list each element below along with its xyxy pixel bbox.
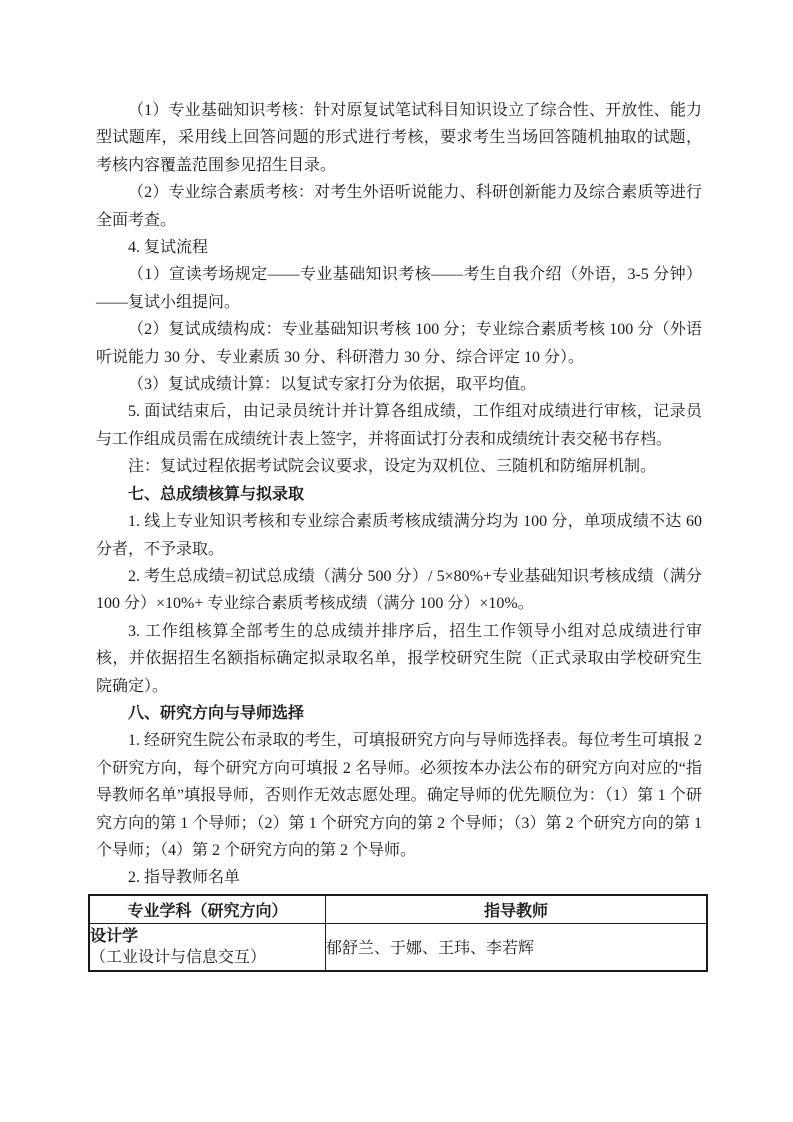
supervisor-table [88,894,708,972]
supervisor-list: 郁舒兰、于娜、王玮、李若辉 [326,923,708,971]
list-item-reexam-process: 4. 复试流程 [128,239,209,257]
paragraph-supervisor-selection-rules: 1. 经研究生院公布录取的考生，可填报研究方向与导师选择表。每位考生可填报 2 个研究方向，每个研究方向可填报 2 名导师。必须按本办法公布的研究方向对应的“指导教师名单”填报导师，否则作无效志愿处理。确定导师的优先顺位为：（1）第 1 个研究方向的第 1 个导师；（2）第 1 个研究方向的第 2 个导师；（3）第 2 个研究方向的第 1 个导师；（4）第 2 个研究方向的第 2 个导师。 [96,732,702,859]
table-row [89,923,707,971]
paragraph-after-interview: 5. 面试结束后，由记录员统计并计算各组成绩，工作组对成绩进行审核，记录员与工作组成员需在成绩统计表上签字，并将面试打分表和成绩统计表交秘书存档。 [96,403,702,448]
table-header-major: 专业学科（研究方向） [89,895,326,924]
list-item-supervisor-list-title: 2. 指导教师名单 [128,869,241,887]
paragraph-note-mechanism: 注：复试过程依据考试院会议要求，设定为双机位、三随机和防缩屏机制。 [128,458,657,476]
paragraph-score-composition: （2）复试成绩构成：专业基础知识考核 100 分；专业综合素质考核 100 分（外语听说能力 30 分、专业素质 30 分、科研潜力 30 分、综合评定 10 分）。 [96,321,702,366]
paragraph-total-score-formula: 2. 考生总成绩=初试总成绩（满分 500 分）/ 5×80%+专业基础知识考核成绩（满分 100 分）×10%+ 专业综合素质考核成绩（满分 100 分）×10%。 [96,567,702,613]
major-name: 设计学 [90,927,139,945]
supervisor-table-header-row [89,895,707,924]
document-body [90,97,702,972]
table-header-supervisors: 指导教师 [326,895,708,924]
paragraph-basic-knowledge-assessment: （1）专业基础知识考核：针对原复试笔试科目知识设立了综合性、开放性、能力型试题库，采用线上回答问题的形式进行考核，要求考生当场回答随机抽取的试题，考核内容覆盖范围参见招生目录。 [96,102,702,174]
paragraph-comprehensive-quality-assessment: （2）专业综合素质考核：对考生外语听说能力、科研创新能力及综合素质等进行全面考查。 [96,184,702,229]
paragraph-admission-list: 3. 工作组核算全部考生的总成绩并排序后，招生工作领导小组对总成绩进行审核，并依据招生名额指标确定拟录取名单，报学校研究生院（正式录取由学校研究生院确定）。 [96,622,702,695]
research-direction: （工业设计与信息交互） [90,948,267,966]
paragraph-passing-threshold: 1. 线上专业知识考核和专业综合素质考核成绩满分均为 100 分，单项成绩不达 60 分者，不予录取。 [96,513,702,558]
paragraph-score-calculation: （3）复试成绩计算：以复试专家打分为依据，取平均值。 [128,376,537,394]
section-heading-total-score-admission: 七、总成绩核算与拟录取 [128,485,305,503]
paragraph-process-steps: （1）宣读考场规定——专业基础知识考核——考生自我介绍（外语，3-5 分钟）——复试小组提问。 [96,266,702,311]
section-heading-research-direction-supervisor: 八、研究方向与导师选择 [128,704,305,722]
major-cell [89,923,326,971]
